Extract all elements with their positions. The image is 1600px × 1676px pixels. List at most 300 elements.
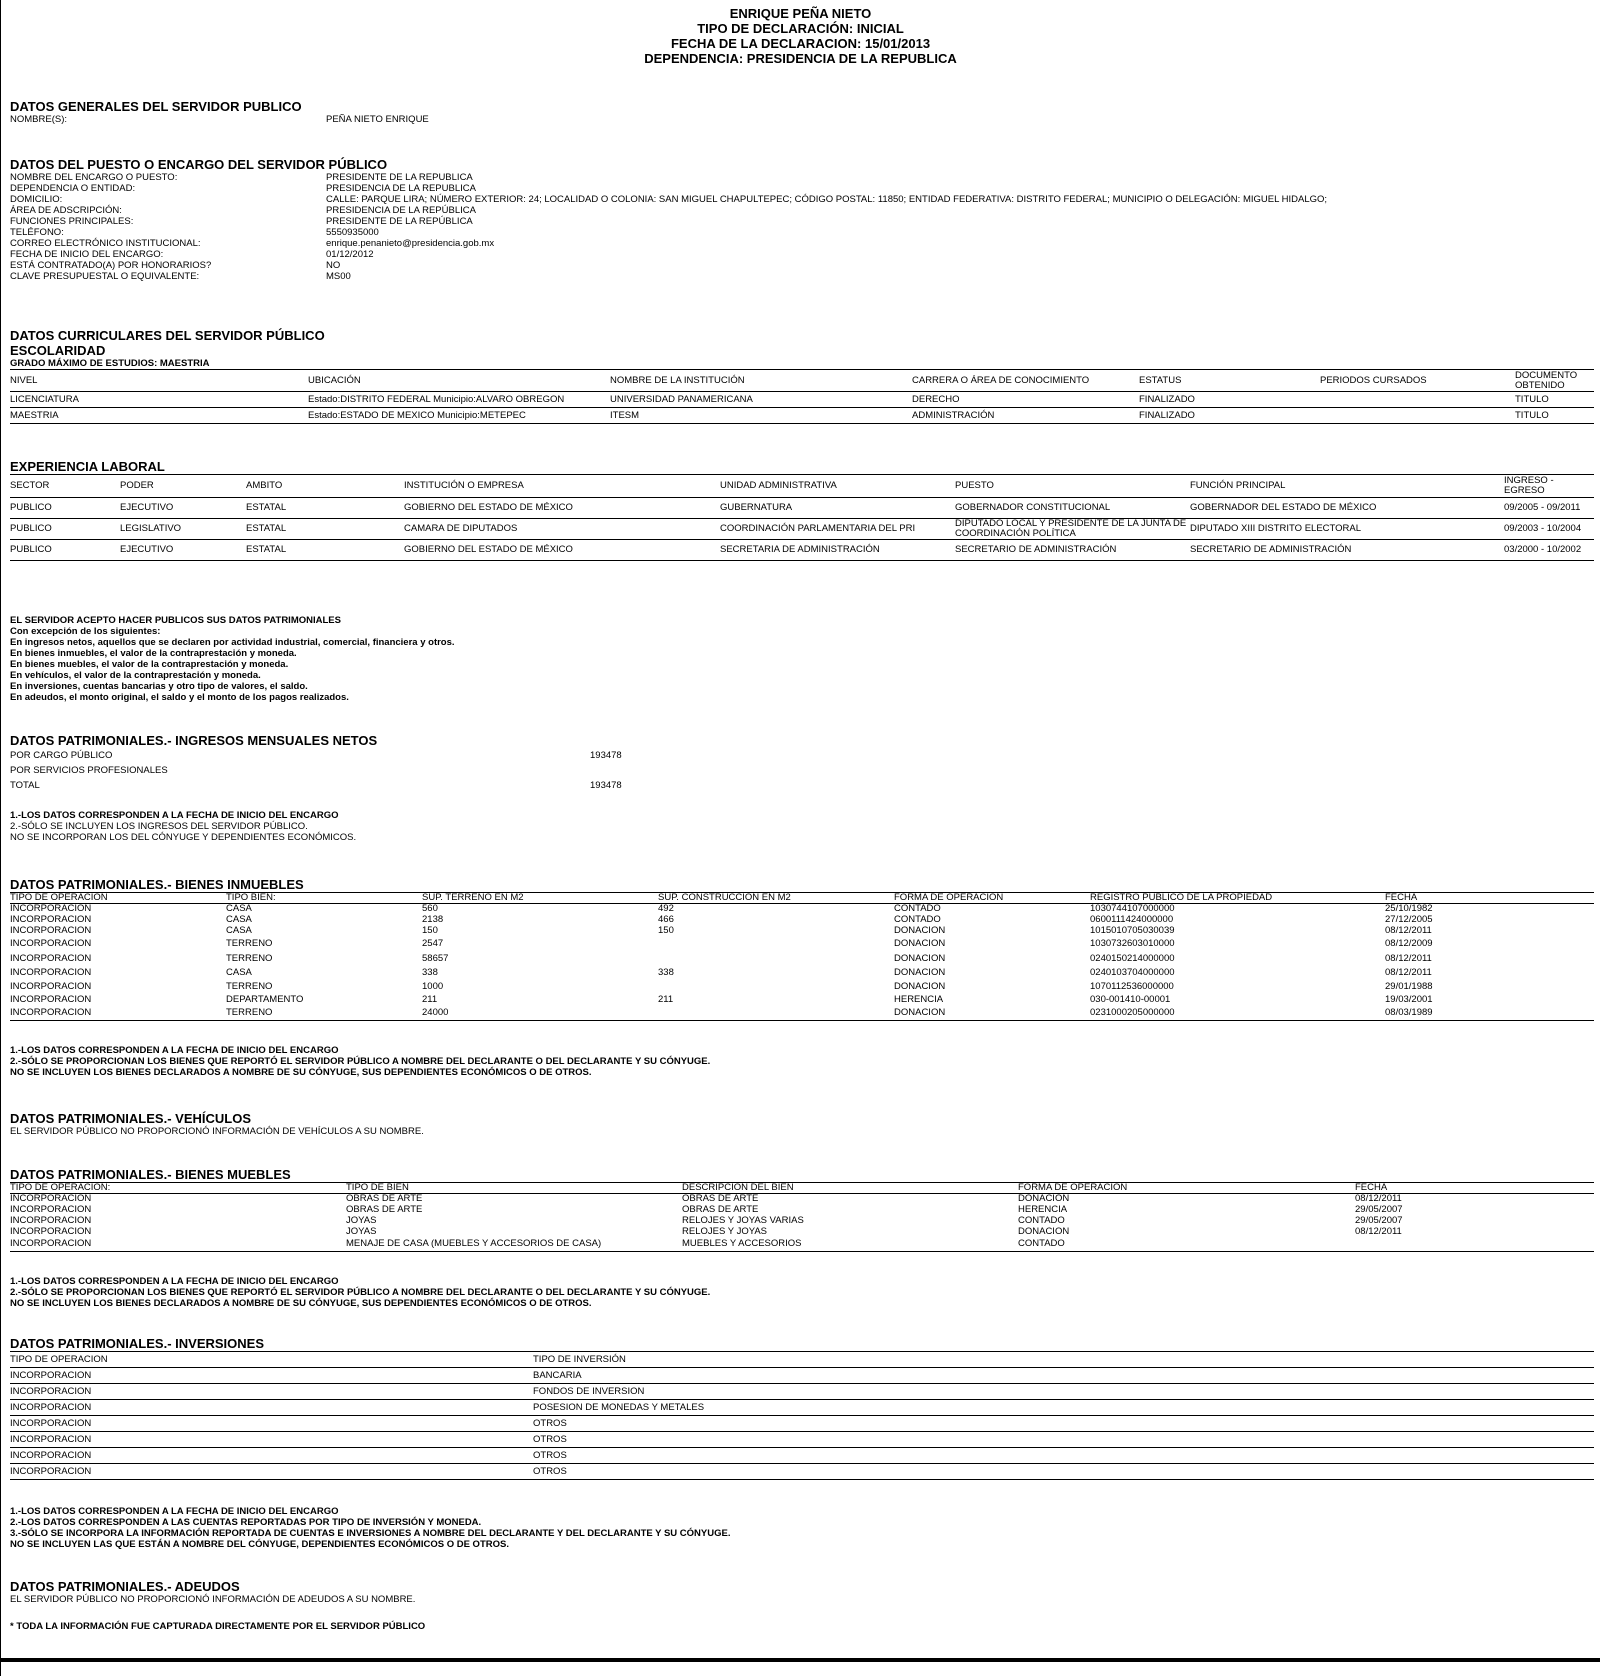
table-cell: INCORPORACION — [10, 937, 92, 949]
kv-row — [10, 227, 1590, 238]
table-row — [10, 951, 1594, 967]
table-cell: 560 — [422, 903, 438, 915]
field-label: CORREO ELECTRÓNICO INSTITUCIONAL: — [10, 238, 201, 249]
column-header: NIVEL — [10, 374, 38, 386]
kv-row — [10, 260, 1590, 271]
table-cell: 29/05/2007 — [1355, 1204, 1403, 1215]
muebles-notes — [10, 1276, 1594, 1309]
table-cell: MAESTRIA — [10, 409, 59, 421]
table-row — [10, 540, 1594, 561]
table-cell: TERRENO — [226, 937, 273, 949]
table-row — [10, 1368, 1594, 1384]
kv-row — [10, 194, 1590, 205]
inmuebles-notes — [10, 1045, 1594, 1078]
table-cell: TERRENO — [226, 980, 273, 992]
experiencia-table — [10, 474, 1594, 561]
table-cell: TITULO — [1515, 393, 1549, 405]
column-header: TIPO DE BIEN — [346, 1182, 409, 1193]
table-row — [10, 1238, 1594, 1252]
table-cell: MUEBLES Y ACCESORIOS — [682, 1238, 802, 1250]
table-cell: 08/12/2011 — [1355, 1193, 1402, 1205]
note-line: 1.-LOS DATOS CORRESPONDEN A LA FECHA DE INICIO DEL ENCARGO — [10, 1045, 339, 1056]
table-cell: TITULO — [1515, 409, 1549, 421]
column-header: INGRESO - EGRESO — [1504, 475, 1554, 496]
table-cell: DONACION — [894, 967, 946, 978]
table-cell: 211 — [422, 994, 438, 1005]
table-cell: 24000 — [422, 1007, 449, 1019]
aviso-line: En bienes muebles, el valor de la contraprestación y moneda. — [10, 659, 289, 670]
table-cell: INCORPORACION — [10, 903, 92, 915]
column-header: FORMA DE OPERACIÓN — [1018, 1182, 1128, 1193]
table-cell: HERENCIA — [894, 994, 944, 1005]
table-cell: 030-001410-00001 — [1090, 994, 1171, 1005]
table-cell: RELOJES Y JOYAS — [682, 1226, 768, 1237]
column-header: SECTOR — [10, 480, 50, 491]
aviso-line: En inversiones, cuentas bancarias y otro tipo de valores, el saldo. — [10, 681, 308, 692]
table-cell: DONACION — [1018, 1226, 1070, 1237]
field-label: CLAVE PRESUPUESTAL O EQUIVALENTE: — [10, 271, 200, 282]
table-row — [10, 915, 1594, 926]
table-cell: OBRAS DE ARTE — [682, 1193, 759, 1205]
table-cell: INCORPORACION — [10, 1385, 92, 1397]
table-cell — [658, 937, 894, 951]
column-header: PERIODOS CURSADOS — [1320, 374, 1427, 386]
section-subtitle: ESCOLARIDAD — [10, 343, 106, 358]
section-title: DATOS GENERALES DEL SERVIDOR PUBLICO — [10, 99, 302, 114]
table-cell: JOYAS — [346, 1215, 377, 1226]
table-cell: FINALIZADO — [1139, 409, 1195, 421]
section-title: DATOS DEL PUESTO O ENCARGO DEL SERVIDOR PÚBLICO — [10, 157, 388, 172]
table-cell: DIPUTADO XIII DISTRITO ELECTORAL — [1190, 523, 1362, 534]
section-title: DATOS PATRIMONIALES.- INVERSIONES — [10, 1336, 265, 1351]
table-cell: RELOJES Y JOYAS VARIAS — [682, 1215, 804, 1226]
kv-row — [10, 271, 1590, 282]
table-row — [10, 994, 1594, 1007]
table-cell: EJECUTIVO — [120, 502, 174, 513]
note-line: 2.-SÓLO SE PROPORCIONAN LOS BIENES QUE REPORTÓ EL SERVIDOR PÚBLICO A NOMBRE DEL DECLARANTE O DEL DECLARANTE Y SU CÓNYUGE. — [10, 1056, 711, 1067]
table-cell: Estado:ESTADO DE MEXICO Municipio:METEPEC — [308, 409, 526, 421]
table-row — [10, 926, 1594, 937]
field-value: enrique.penanieto@presidencia.gob.mx — [326, 238, 495, 249]
column-header: ESTATUS — [1139, 374, 1182, 386]
table-cell: COORDINACIÓN PARLAMENTARIA DEL PRI — [720, 523, 916, 534]
table-cell: UNIVERSIDAD PANAMERICANA — [610, 393, 753, 405]
note-line: NO SE INCORPORAN LOS DEL CÓNYUGE Y DEPENDIENTES ECONÓMICOS. — [10, 832, 357, 843]
table-cell: 08/03/1989 — [1385, 1007, 1433, 1019]
table-cell: INCORPORACION — [10, 967, 92, 978]
table-cell: PUBLICO — [10, 523, 52, 534]
table-cell: ESTATAL — [246, 523, 287, 534]
note-line: 1.-LOS DATOS CORRESPONDEN A LA FECHA DE INICIO DEL ENCARGO — [10, 1276, 339, 1287]
income-label: POR SERVICIOS PROFESIONALES — [10, 765, 168, 776]
income-row — [10, 748, 1590, 763]
table-cell: GUBERNATURA — [720, 502, 793, 513]
table-cell: INCORPORACION — [10, 1433, 92, 1445]
column-header: PUESTO — [955, 480, 994, 491]
table-cell: 08/12/2011 — [1385, 952, 1432, 964]
note-line: NO SE INCLUYEN LOS BIENES DECLARADOS A NOMBRE DE SU CÓNYUGE, SUS DEPENDIENTES ECONÓMICOS O DE OTROS. — [10, 1298, 592, 1309]
income-value: 193478 — [590, 750, 622, 761]
inversiones-notes — [10, 1506, 1594, 1550]
table-cell: 1015010705030039 — [1090, 925, 1175, 936]
table-cell: HERENCIA — [1018, 1204, 1068, 1215]
column-header: TIPO DE OPERACION — [10, 1353, 108, 1365]
field-value: PRESIDENCIA DE LA REPÚBLICA — [326, 205, 476, 216]
column-header: UBICACIÓN — [308, 374, 361, 386]
table-cell: 58657 — [422, 952, 449, 964]
kv-row — [10, 172, 1590, 183]
note-line: 2.-SÓLO SE PROPORCIONAN LOS BIENES QUE REPORTÓ EL SERVIDOR PÚBLICO A NOMBRE DEL DECLARANTE O DEL DECLARANTE Y SU CÓNYUGE. — [10, 1287, 711, 1298]
kv-row — [10, 183, 1590, 194]
table-cell: DONACION — [894, 1007, 946, 1019]
kv-row — [10, 238, 1590, 249]
table-cell: 150 — [658, 925, 674, 936]
table-cell: DONACION — [894, 952, 946, 964]
table-cell — [1355, 1238, 1594, 1252]
section-title: DATOS PATRIMONIALES.- BIENES MUEBLES — [10, 1167, 291, 1182]
table-cell: 29/05/2007 — [1355, 1215, 1403, 1226]
table-cell: 25/10/1982 — [1385, 903, 1433, 915]
table-cell: TERRENO — [226, 1007, 273, 1019]
column-header: PODER — [120, 480, 154, 491]
table-cell: OBRAS DE ARTE — [682, 1204, 759, 1215]
table-cell: ADMINISTRACIÓN — [912, 409, 995, 421]
note-line: 2.-LOS DATOS CORRESPONDEN A LAS CUENTAS REPORTADAS POR TIPO DE INVERSIÓN Y MONEDA. — [10, 1517, 482, 1528]
section-title: DATOS PATRIMONIALES.- BIENES INMUEBLES — [10, 877, 304, 892]
table-cell: GOBERNADOR DEL ESTADO DE MÉXICO — [1190, 502, 1377, 513]
note-line: 3.-SÓLO SE INCORPORA LA INFORMACIÓN REPORTADA DE CUENTAS E INVERSIONES A NOMBRE DEL DECLARANTE Y DEL DECLARANTE Y SU CÓNYUGE. — [10, 1528, 731, 1539]
section-title: DATOS PATRIMONIALES.- VEHÍCULOS — [10, 1111, 251, 1126]
table-cell: INCORPORACION — [10, 1007, 92, 1019]
table-cell: INCORPORACION — [10, 1215, 92, 1226]
table-cell: LEGISLATIVO — [120, 523, 182, 534]
table-row — [10, 392, 1594, 408]
note-line: 1.-LOS DATOS CORRESPONDEN A LA FECHA DE INICIO DEL ENCARGO — [10, 810, 339, 821]
table-row — [10, 1216, 1594, 1227]
table-cell — [658, 980, 894, 994]
table-cell: BANCARIA — [533, 1369, 582, 1381]
table-row — [10, 1205, 1594, 1216]
kv-row — [10, 205, 1590, 216]
section-puesto — [10, 157, 1590, 282]
table-cell: GOBIERNO DEL ESTADO DE MÉXICO — [404, 502, 573, 513]
aviso-line: En bienes inmuebles, el valor de la contraprestación y moneda. — [10, 648, 297, 659]
field-value: 5550935000 — [326, 227, 379, 238]
table-cell: DONACION — [894, 937, 946, 949]
income-value: 193478 — [590, 780, 622, 791]
section-title: DATOS PATRIMONIALES.- ADEUDOS — [10, 1579, 240, 1594]
table-cell: GOBIERNO DEL ESTADO DE MÉXICO — [404, 544, 573, 555]
aviso-lines — [10, 615, 1590, 703]
column-header: FUNCIÓN PRINCIPAL — [1190, 480, 1286, 491]
declarant-name: ENRIQUE PEÑA NIETO — [729, 6, 872, 21]
table-cell: PUBLICO — [10, 544, 52, 555]
declaration-date: FECHA DE LA DECLARACION: 15/01/2013 — [670, 36, 931, 51]
section-curriculares — [10, 328, 1594, 424]
column-header: TIPO BIEN: — [226, 892, 276, 903]
table-cell: 0240150214000000 — [1090, 952, 1175, 964]
column-header: REGISTRO PUBLICO DE LA PROPIEDAD — [1090, 892, 1273, 903]
table-row — [10, 519, 1594, 540]
field-label: FECHA DE INICIO DEL ENCARGO: — [10, 249, 164, 260]
table-cell: 08/12/2011 — [1355, 1226, 1402, 1237]
table-cell — [658, 1007, 894, 1021]
table-cell: 08/12/2011 — [1385, 925, 1432, 936]
table-cell: 09/2003 - 10/2004 — [1504, 523, 1582, 534]
table-cell: OBRAS DE ARTE — [346, 1193, 423, 1205]
table-cell: CASA — [226, 925, 252, 936]
table-cell: INCORPORACION — [10, 1238, 92, 1250]
aviso-line: En adeudos, el monto original, el saldo y el monto de los pagos realizados. — [10, 692, 349, 703]
table-cell: POSESION DE MONEDAS Y METALES — [533, 1401, 705, 1413]
field-label: DOMICILIO: — [10, 194, 63, 205]
table-cell: OTROS — [533, 1465, 567, 1477]
grado-maximo: GRADO MÁXIMO DE ESTUDIOS: MAESTRIA — [10, 358, 210, 369]
table-row — [10, 1384, 1594, 1400]
table-cell: CASA — [226, 967, 252, 978]
kv-row — [10, 114, 1590, 125]
table-cell: INCORPORACION — [10, 1401, 92, 1413]
column-header: AMBITO — [246, 480, 283, 491]
field-value: PEÑA NIETO ENRIQUE — [326, 114, 429, 125]
column-header: DESCRIPCIÓN DEL BIEN — [682, 1182, 794, 1193]
declaration-type: TIPO DE DECLARACIÓN: INICIAL — [697, 21, 904, 36]
table-cell: CONTADO — [1018, 1238, 1065, 1250]
table-cell: FINALIZADO — [1139, 393, 1195, 405]
aviso-line: En vehículos, el valor de la contraprestación y moneda. — [10, 670, 261, 681]
table-cell: LICENCIATURA — [10, 393, 79, 405]
income-label: POR CARGO PÚBLICO — [10, 750, 113, 761]
table-row — [10, 937, 1594, 951]
field-value: 01/12/2012 — [326, 249, 374, 260]
capture-footer: * TODA LA INFORMACIÓN FUE CAPTURADA DIRECTAMENTE POR EL SERVIDOR PÚBLICO — [10, 1621, 426, 1632]
muebles-table — [10, 1182, 1594, 1252]
field-value: PRESIDENCIA DE LA REPUBLICA — [326, 183, 476, 194]
vehiculos-text: EL SERVIDOR PÚBLICO NO PROPORCIONÓ INFORMACIÓN DE VEHÍCULOS A SU NOMBRE. — [10, 1126, 424, 1137]
table-cell: 1070112536000000 — [1090, 980, 1174, 992]
note-line: NO SE INCLUYEN LOS BIENES DECLARADOS A NOMBRE DE SU CÓNYUGE, SUS DEPENDIENTES ECONÓMICOS O DE OTROS. — [10, 1067, 592, 1078]
table-cell: INCORPORACION — [10, 1226, 92, 1237]
table-cell: DONACION — [1018, 1193, 1070, 1205]
column-header: INSTITUCIÓN O EMPRESA — [404, 480, 524, 491]
note-line: NO SE INCLUYEN LAS QUE ESTÁN A NOMBRE DEL CÓNYUGE, DEPENDIENTES ECONÓMICOS O DE OTROS. — [10, 1539, 509, 1550]
section-aviso — [10, 615, 1590, 703]
field-value: PRESIDENTE DE LA REPUBLICA — [326, 172, 473, 183]
column-header: DOCUMENTO OBTENIDO — [1515, 369, 1578, 391]
kv-row — [10, 249, 1590, 260]
table-row — [10, 498, 1594, 519]
section-inversiones — [10, 1336, 1594, 1550]
table-cell: 492 — [658, 903, 674, 915]
table-cell: INCORPORACION — [10, 1465, 92, 1477]
table-cell: ESTATAL — [246, 544, 287, 555]
table-cell: DERECHO — [912, 393, 960, 405]
column-header: TIPO DE OPERACIÓN: — [10, 1182, 111, 1193]
table-row — [10, 980, 1594, 994]
table-cell: 1000 — [422, 980, 444, 992]
table-row — [10, 904, 1594, 915]
table-cell: 09/2005 - 09/2011 — [1504, 502, 1581, 513]
table-cell: CONTADO — [894, 914, 941, 925]
table-row — [10, 1448, 1594, 1464]
table-cell: 08/12/2011 — [1385, 967, 1432, 978]
aviso-line: Con excepción de los siguientes: — [10, 626, 161, 637]
table-cell: DONACION — [894, 925, 946, 936]
field-label: ESTÁ CONTRATADO(A) POR HONORARIOS? — [10, 260, 212, 271]
ingresos-notes — [10, 810, 1590, 843]
table-cell: 1030732603010000 — [1090, 937, 1175, 949]
section-title: DATOS PATRIMONIALES.- INGRESOS MENSUALES NETOS — [10, 733, 378, 748]
section-ingresos — [10, 733, 1590, 843]
table-row — [10, 1432, 1594, 1448]
column-header: TIPO DE OPERACIÓN — [10, 892, 108, 903]
field-label: ÁREA DE ADSCRIPCIÓN: — [10, 205, 122, 216]
table-cell: 211 — [658, 994, 674, 1005]
table-cell: SECRETARIO DE ADMINISTRACIÓN — [955, 544, 1117, 555]
declaration-agency: DEPENDENCIA: PRESIDENCIA DE LA REPUBLICA — [644, 51, 957, 66]
table-row — [10, 408, 1594, 424]
table-cell: INCORPORACION — [10, 1417, 92, 1429]
field-label: DEPENDENCIA O ENTIDAD: — [10, 183, 136, 194]
table-cell: SECRETARIO DE ADMINISTRACIÓN — [1190, 544, 1352, 555]
table-cell: 466 — [658, 914, 674, 925]
table-cell: 338 — [422, 967, 438, 978]
section-generales — [10, 99, 1590, 125]
table-cell: MENAJE DE CASA (MUEBLES Y ACCESORIOS DE CASA) — [346, 1238, 602, 1250]
table-cell: INCORPORACION — [10, 952, 92, 964]
table-row — [10, 1464, 1594, 1480]
table-cell — [658, 951, 894, 967]
table-cell: 08/12/2009 — [1385, 937, 1433, 949]
table-row — [10, 1194, 1594, 1205]
table-cell: INCORPORACION — [10, 914, 92, 925]
table-cell: INCORPORACION — [10, 925, 92, 936]
table-cell: TERRENO — [226, 952, 273, 964]
table-cell: DONACION — [894, 980, 946, 992]
table-row — [10, 967, 1594, 980]
note-line: 1.-LOS DATOS CORRESPONDEN A LA FECHA DE INICIO DEL ENCARGO — [10, 1506, 339, 1517]
document-header — [1, 6, 1600, 66]
table-cell: ITESM — [610, 409, 640, 421]
table-row — [10, 1007, 1594, 1021]
table-cell: INCORPORACION — [10, 980, 92, 992]
section-adeudos — [10, 1579, 1590, 1632]
table-cell: DEPARTAMENTO — [226, 994, 304, 1005]
table-cell: EJECUTIVO — [120, 544, 174, 555]
bottom-rule — [1, 1658, 1600, 1662]
table-cell: INCORPORACION — [10, 1369, 92, 1381]
puesto-rows — [10, 172, 1590, 282]
column-header: CARRERA O ÁREA DE CONOCIMIENTO — [912, 374, 1090, 386]
adeudos-text: EL SERVIDOR PÚBLICO NO PROPORCIONÓ INFORMACIÓN DE ADEUDOS A SU NOMBRE. — [10, 1594, 416, 1605]
table-row — [10, 1400, 1594, 1416]
table-cell: 27/12/2005 — [1385, 914, 1433, 925]
column-header: FORMA DE OPERACIÓN — [894, 892, 1004, 903]
column-header: FECHA — [1355, 1182, 1388, 1193]
field-label: TELÉFONO: — [10, 227, 64, 238]
income-label: TOTAL — [10, 780, 40, 791]
field-label: NOMBRE(S): — [10, 114, 67, 125]
table-cell — [1320, 392, 1515, 408]
table-cell: 2547 — [422, 937, 444, 949]
table-row — [10, 1227, 1594, 1238]
table-cell: SECRETARIA DE ADMINISTRACIÓN — [720, 544, 880, 555]
table-cell: 0240103704000000 — [1090, 967, 1175, 978]
column-header: FECHA — [1385, 892, 1418, 903]
table-cell: INCORPORACION — [10, 1449, 92, 1461]
table-cell — [1320, 408, 1515, 424]
table-cell: PUBLICO — [10, 502, 52, 513]
escolaridad-table — [10, 369, 1594, 424]
table-cell: OTROS — [533, 1433, 567, 1445]
column-header: TIPO DE INVERSIÓN — [533, 1353, 626, 1365]
table-cell: OTROS — [533, 1417, 567, 1429]
column-header: UNIDAD ADMINISTRATIVA — [720, 480, 837, 491]
table-cell: 0600111424000000 — [1090, 914, 1174, 925]
section-experiencia — [10, 459, 1594, 561]
table-cell: 29/01/1988 — [1385, 980, 1433, 992]
kv-row — [10, 216, 1590, 227]
table-cell: 2138 — [422, 914, 444, 925]
table-cell: INCORPORACION — [10, 1204, 92, 1215]
field-value: NO — [326, 260, 341, 271]
table-cell: Estado:DISTRITO FEDERAL Municipio:ALVARO OBREGON — [308, 393, 565, 405]
table-cell: OTROS — [533, 1449, 567, 1461]
table-cell: INCORPORACION — [10, 994, 92, 1005]
inversiones-table — [10, 1351, 1594, 1480]
table-cell: FONDOS DE INVERSION — [533, 1385, 645, 1397]
column-header: SUP. TERRENO EN M2 — [422, 892, 524, 903]
table-cell: DIPUTADO LOCAL Y PRESIDENTE DE LA JUNTA DE COORDINACIÓN POLÍTICA — [955, 518, 1187, 539]
field-value: MS00 — [326, 271, 351, 282]
table-cell: CAMARA DE DIPUTADOS — [404, 523, 518, 534]
table-cell: INCORPORACION — [10, 1193, 92, 1205]
aviso-line: EL SERVIDOR ACEPTO HACER PUBLICOS SUS DATOS PATRIMONIALES — [10, 615, 341, 626]
ingresos-rows — [10, 748, 1590, 793]
table-cell: 1030744107000000 — [1090, 903, 1175, 915]
section-muebles — [10, 1167, 1594, 1309]
table-cell: JOYAS — [346, 1226, 377, 1237]
inmuebles-table — [10, 892, 1594, 1021]
table-cell: 0231000205000000 — [1090, 1007, 1175, 1019]
aviso-line: En ingresos netos, aquellos que se declaren por actividad industrial, comercial, financiera y otros. — [10, 637, 455, 648]
table-cell: 03/2000 - 10/2002 — [1504, 544, 1582, 555]
table-cell: GOBERNADOR CONSTITUCIONAL — [955, 502, 1111, 513]
section-title: EXPERIENCIA LABORAL — [10, 459, 165, 474]
field-value: CALLE: PARQUE LIRA; NÚMERO EXTERIOR: 24; LOCALIDAD O COLONIA: SAN MIGUEL CHAPULTEPEC; CÓDIGO POSTAL: 11850; ENTIDAD FEDERATIVA: DISTRITO FEDERAL; MUNICIPIO O DELEGACIÓN: MIGUEL HIDALGO; — [326, 194, 1328, 205]
field-label: FUNCIONES PRINCIPALES: — [10, 216, 134, 227]
table-cell: 338 — [658, 967, 674, 978]
table-cell: 150 — [422, 925, 438, 936]
field-value: PRESIDENTE DE LA REPÚBLICA — [326, 216, 473, 227]
table-cell: 19/03/2001 — [1385, 994, 1433, 1005]
income-row — [10, 763, 1590, 778]
table-cell: CONTADO — [894, 903, 941, 915]
table-cell: CASA — [226, 914, 252, 925]
table-cell: OBRAS DE ARTE — [346, 1204, 423, 1215]
table-cell: ESTATAL — [246, 502, 287, 513]
section-inmuebles — [10, 877, 1594, 1078]
income-row — [10, 778, 1590, 793]
note-line: 2.-SÓLO SE INCLUYEN LOS INGRESOS DEL SERVIDOR PÚBLICO. — [10, 821, 308, 832]
table-row — [10, 1416, 1594, 1432]
section-vehiculos — [10, 1111, 1590, 1137]
field-label: NOMBRE DEL ENCARGO O PUESTO: — [10, 172, 178, 183]
section-title: DATOS CURRICULARES DEL SERVIDOR PÚBLICO — [10, 328, 325, 343]
table-cell: CONTADO — [1018, 1215, 1065, 1226]
column-header: SUP. CONSTRUCCIÓN EN M2 — [658, 892, 791, 903]
column-header: NOMBRE DE LA INSTITUCIÓN — [610, 374, 745, 386]
